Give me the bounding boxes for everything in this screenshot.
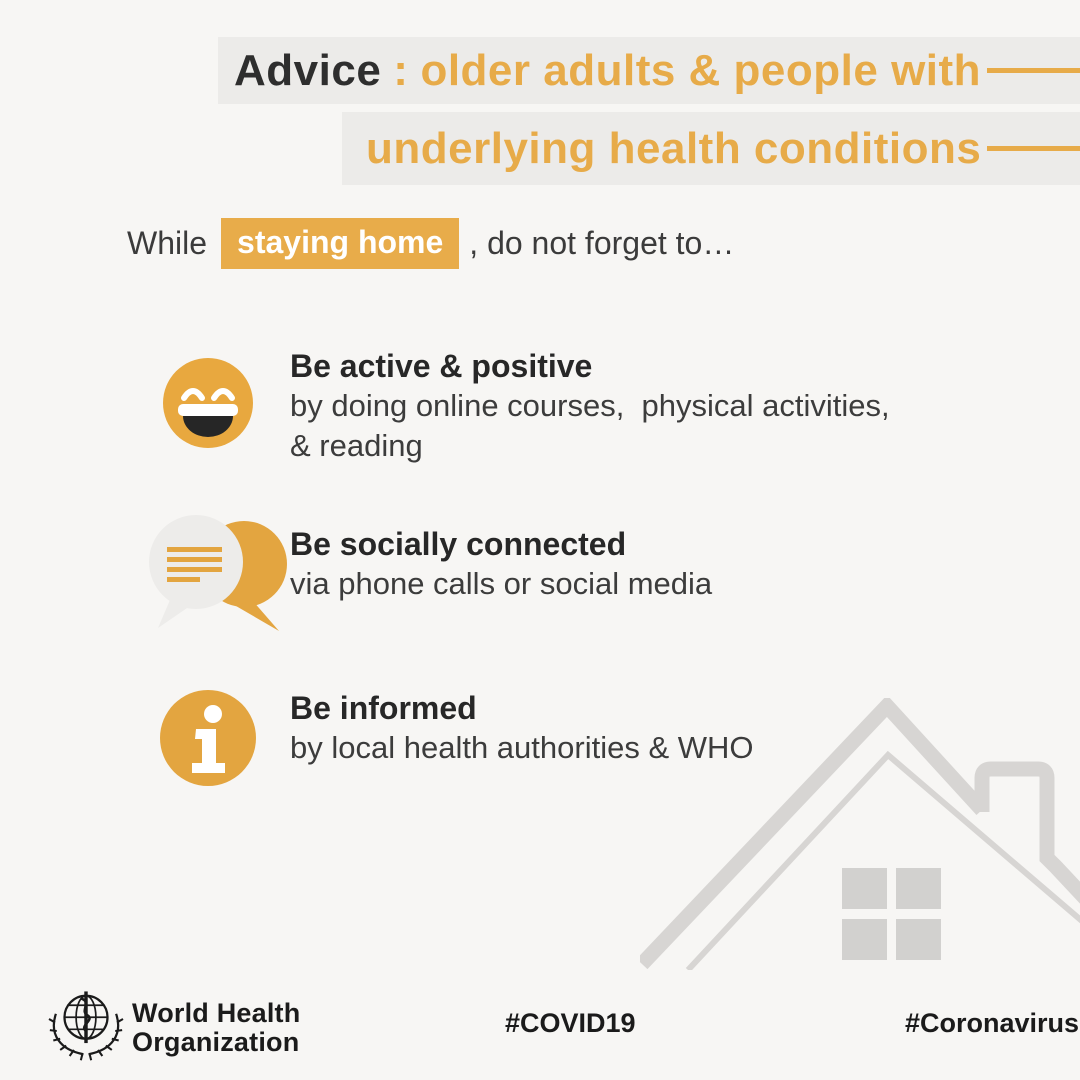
house-outline-graphic [640, 698, 1080, 970]
who-name-line1: World Health [132, 998, 301, 1028]
item-line: via phone calls or social media [290, 566, 713, 601]
who-logo-icon [42, 988, 130, 1062]
item-heading: Be informed [290, 690, 477, 726]
title-line-1 [218, 37, 1080, 104]
advice-item-connected [290, 524, 970, 604]
subtitle-post: , do not forget to… [469, 224, 735, 261]
hashtag-coronavirus: #Coronavirus [905, 1008, 1080, 1038]
title-dash-2 [987, 146, 1080, 151]
title-advice-label: Advice [234, 45, 382, 95]
who-wordmark [132, 999, 300, 1057]
title-text-line1: older adults & people with [420, 45, 982, 95]
title-dash-1 [987, 68, 1080, 73]
laughing-smiley-icon [163, 358, 253, 448]
hashtag-covid19: #COVID19 [505, 1008, 636, 1038]
item-line: by local health authorities & WHO [290, 730, 754, 765]
title-text-line2: underlying health conditions [366, 123, 982, 173]
title-colon: : [393, 45, 409, 95]
info-icon [160, 690, 256, 786]
item-line: & reading [290, 428, 423, 463]
subtitle [127, 219, 734, 267]
subtitle-pre: While [127, 224, 208, 261]
speech-bubbles-icon [140, 512, 312, 638]
staying-home-highlight: staying home [221, 218, 459, 269]
title-line-2 [342, 112, 1080, 185]
item-heading: Be socially connected [290, 526, 627, 562]
item-line: by doing online courses, physical activities, [290, 388, 890, 423]
who-name-line2: Organization [132, 1027, 300, 1057]
advice-item-active [290, 346, 970, 466]
item-heading: Be active & positive [290, 348, 593, 384]
